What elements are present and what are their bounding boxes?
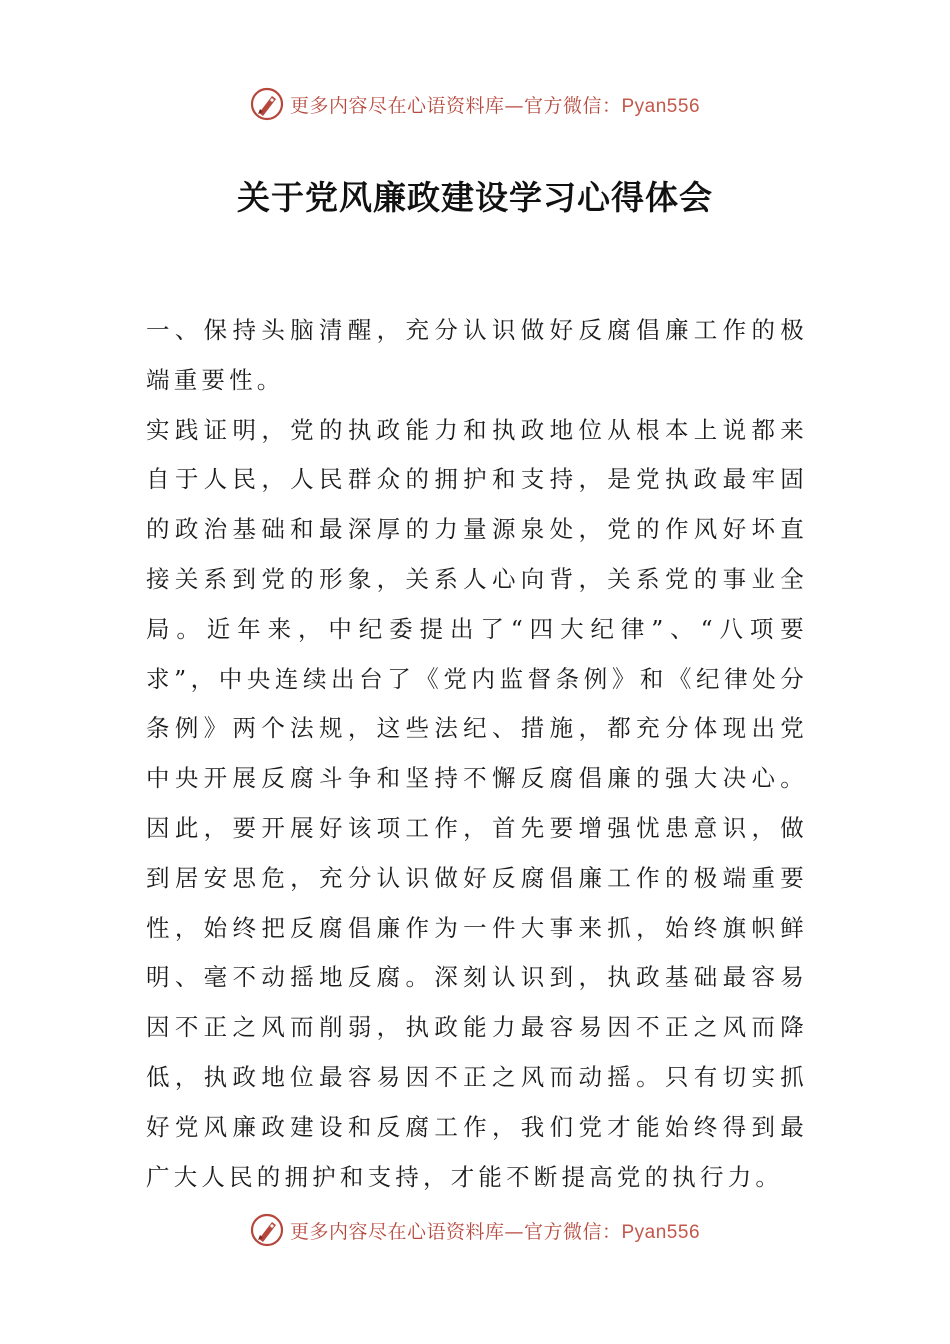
- watermark-text: [290, 1217, 700, 1244]
- document-body: [146, 306, 808, 1202]
- footer-watermark: [0, 1210, 950, 1250]
- wechat-id: Pyan556: [621, 95, 701, 117]
- pen-nib-logo-icon: [250, 87, 284, 121]
- document-title: 关于党风廉政建设学习心得体会: [237, 178, 713, 217]
- header-watermark: [0, 84, 950, 124]
- wechat-id: Pyan556: [621, 1221, 701, 1243]
- paragraph-heading: 一、保持头脑清醒，充分认识做好反腐倡廉工作的极端重要性。: [146, 316, 808, 394]
- watermark-label: 更多内容尽在心语资料库—官方微信：: [289, 94, 622, 117]
- watermark-label: 更多内容尽在心语资料库—官方微信：: [289, 1220, 622, 1243]
- watermark-text: [290, 91, 700, 118]
- paragraph-body: 实践证明，党的执政能力和执政地位从根本上说都来自于人民，人民群众的拥护和支持，是党执政最牢固的政治基础和最深厚的力量源泉处，党的作风好坏直接关系到党的形象，关系人心向背，关系党的事业全局。近年来，中纪委提出了“四大纪律”、“八项要求”，中央连续出台了《党内监督条例》和《纪律处分条例》两个法规，这些法纪、措施，都充分体现出党中央开展反腐斗争和坚持不懈反腐倡廉的强大决心。因此，要开展好该项工作，首先要增强忧患意识，做到居安思危，充分认识做好反腐倡廉工作的极端重要性，始终把反腐倡廉作为一件大事来抓，始终旗帜鲜明、毫不动摇地反腐。深刻认识到，执政基础最容易因不正之风而削弱，执政能力最容易因不正之风而降低，执政地位最容易因不正之风而动摇。只有切实抓好党风廉政建设和反腐工作，我们党才能始终得到最广大人民的拥护和支持，才能不断提高党的执行力。: [146, 415, 808, 1191]
- pen-nib-logo-icon: [250, 1213, 284, 1247]
